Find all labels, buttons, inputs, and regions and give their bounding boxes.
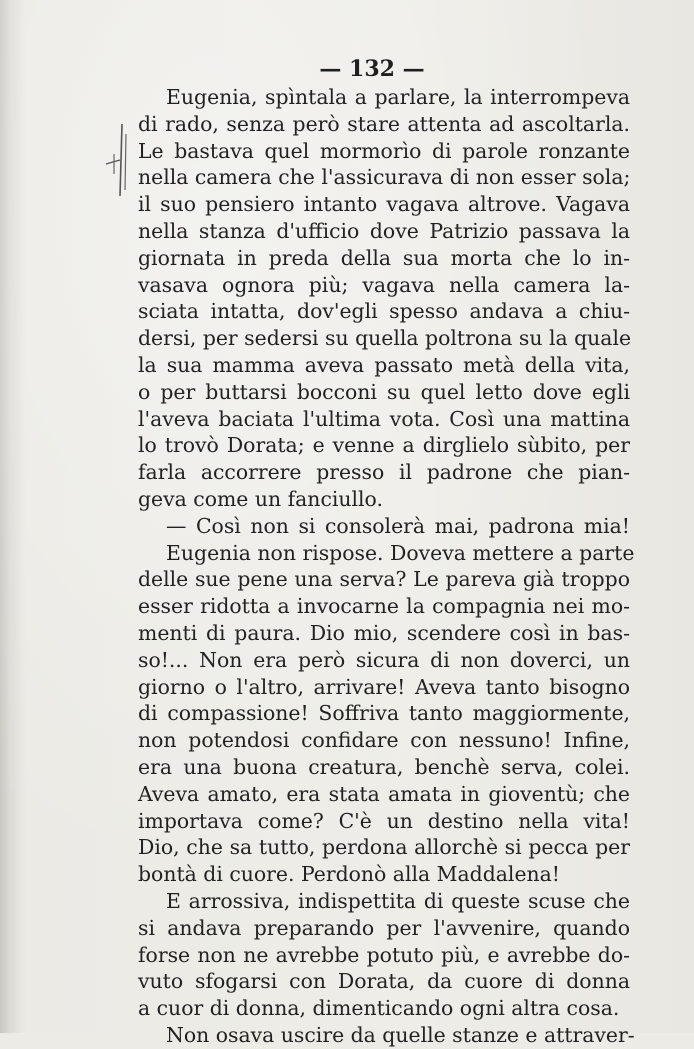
text-line: a cuor di donna, dimenticando ogni altra cosa. [138, 996, 620, 1021]
text-line: delle sue pene una serva? Le pareva già troppo [138, 567, 630, 592]
text-line: o per buttarsi bocconi su quel letto dove egli [138, 379, 630, 404]
text-line: vasava ognora più; vagava nella camera la- [138, 272, 630, 297]
text-line: Dio, che sa tutto, perdona allorchè si pecca per [138, 835, 630, 860]
text-line: lo trovò Dorata; e venne a dirglielo sùbito, per [138, 433, 630, 458]
text-line: di rado, senza però stare attenta ad ascoltarla. [138, 111, 630, 136]
text-line: la sua mamma aveva passato metà della vita, [138, 352, 630, 377]
text-line: Eugenia, spìntala a parlare, la interrompeva [166, 85, 630, 109]
text-line: si andava preparando per l'avvenire, quando [138, 915, 630, 940]
paragraph [138, 540, 635, 888]
text-line: E arrossiva, indispettita di queste scuse che [166, 888, 630, 913]
text-line: esser ridotta a invocarne la compagnia nei mo- [138, 594, 630, 619]
text-line: di compassione! Soffriva tanto maggiormente, [138, 701, 630, 726]
page-number: — 132 — [319, 56, 425, 82]
text-line: Aveva amato, era stata amata in gioventù; che [138, 781, 630, 806]
text-line: giornata in preda della sua morta che lo in- [138, 245, 630, 270]
text-line: vuto sfogarsi con Dorata, da cuore di donna [138, 969, 630, 994]
text-line: Non osava uscire da quelle stanze e attraver- [166, 1022, 635, 1047]
text-line: geva come un fanciullo. [138, 486, 383, 511]
text-line: so!... Non era però sicura di non doverci, un [138, 647, 630, 672]
body-text [138, 84, 635, 1049]
text-line: — Così non si consolerà mai, padrona mia! [166, 513, 630, 538]
paragraph [138, 513, 630, 540]
text-line: Le bastava quel mormorìo di parole ronzante [138, 138, 630, 163]
text-line: nella stanza d'ufficio dove Patrizio passava la [138, 218, 630, 243]
text-line: non potendosi confidare con nessuno! Infine, [138, 728, 630, 753]
paragraph [138, 84, 630, 513]
text-line: era una buona creatura, benchè serva, colei. [138, 754, 630, 779]
text-line: sciata intatta, dov'egli spesso andava a chiu- [138, 299, 630, 324]
text-line: nella camera che l'assicurava di non esser sola; [138, 165, 631, 190]
text-line: bontà di cuore. Perdonò alla Maddalena! [138, 862, 561, 887]
text-line: Eugenia non rispose. Doveva mettere a parte [166, 540, 635, 565]
text-line: farla accorrere presso il padrone che pian- [138, 460, 630, 485]
paragraph [138, 1022, 635, 1049]
text-line: l'aveva baciata l'ultima vota. Così una mattina [138, 406, 630, 431]
text-line: dersi, per sedersi su quella poltrona su la quale [138, 326, 632, 351]
text-line: menti di paura. Dio mio, scendere così in bas- [138, 620, 630, 645]
text-line: forse non ne avrebbe potuto più, e avrebbe do- [138, 942, 630, 967]
text-line: il suo pensiero intanto vagava altrove. Vagava [138, 192, 630, 217]
text-line: importava come? C'è un destino nella vita! [138, 808, 630, 833]
text-line: giorno o l'altro, arrivare! Aveva tanto bisogno [138, 674, 630, 699]
paragraph [138, 888, 630, 1022]
margin-pencil-mark-icon [100, 120, 140, 200]
